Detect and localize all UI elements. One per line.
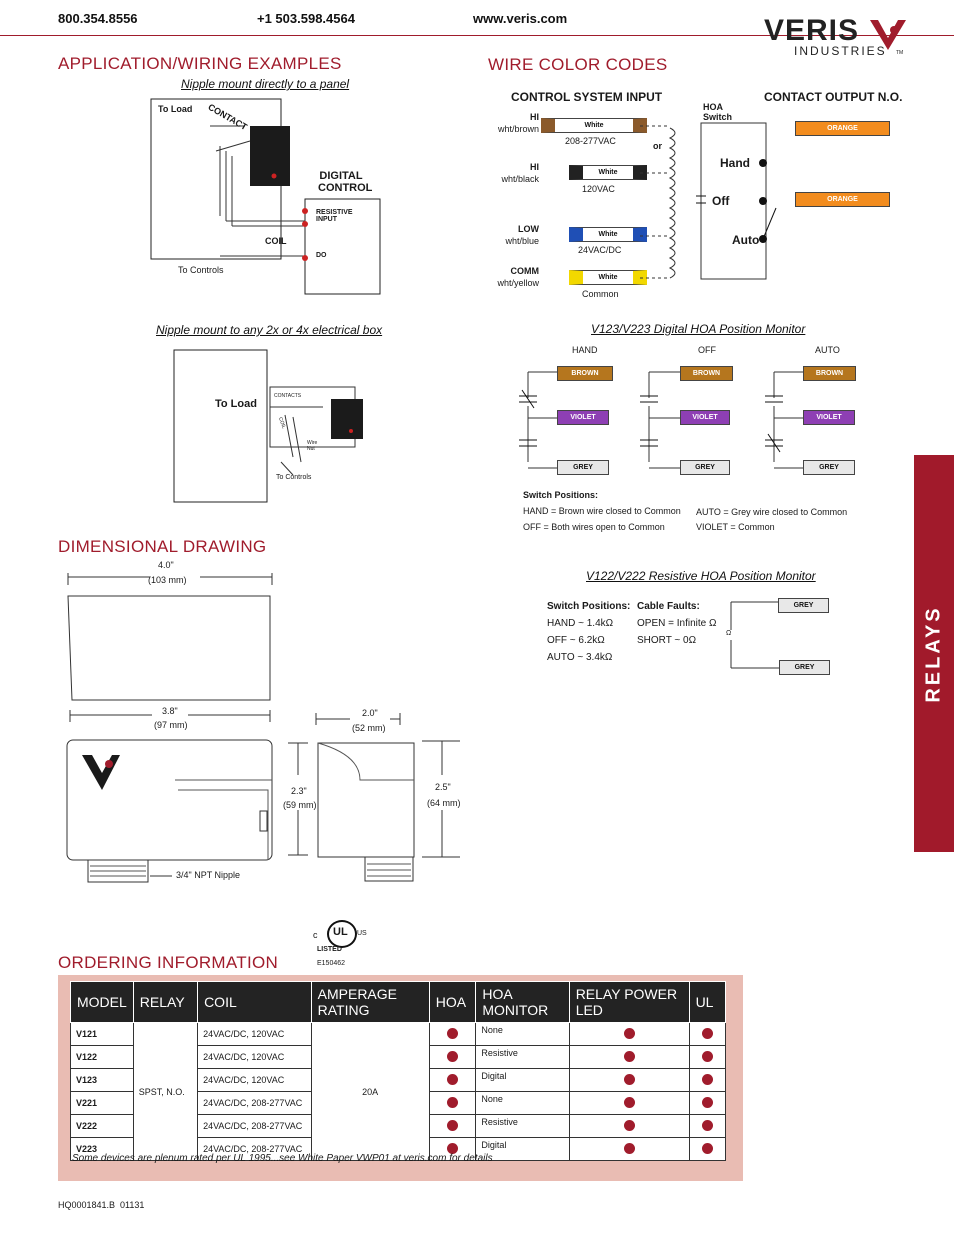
document-date: 01131 (120, 1200, 145, 1210)
cell-relay-led (569, 1023, 689, 1046)
label-digital-control: DIGITAL CONTROL (318, 170, 373, 194)
cell-model: V222 (71, 1115, 134, 1138)
included-dot-icon (702, 1143, 713, 1154)
wire-row-sub: wht/blue (505, 236, 539, 246)
violet-wire-off: VIOLET (680, 410, 730, 425)
wire-swatch-blue: White (569, 227, 647, 242)
cell-model: V223 (71, 1138, 134, 1161)
phone-international: +1 503.598.4564 (257, 11, 355, 26)
cell-relay: SPST, N.O. (133, 1023, 197, 1161)
resistive-position: AUTO ~ 3.4kΩ (547, 652, 613, 663)
wire-swatch-black: White (569, 165, 647, 180)
wire-row-name: HI (530, 112, 539, 122)
wire-row-voltage: 24VAC/DC (578, 245, 622, 255)
digital-position-line: AUTO = Grey wire closed to Common (696, 507, 848, 517)
col-hoa-monitor: HOA MONITOR (476, 982, 569, 1023)
dim-depth: 2.0" (362, 708, 378, 718)
brown-wire-off: BROWN (680, 366, 733, 381)
dim-height-1-mm: (59 mm) (283, 800, 317, 810)
label-control-system-input: CONTROL SYSTEM INPUT (511, 90, 663, 104)
included-dot-icon (447, 1097, 458, 1108)
col-model: MODEL (71, 982, 134, 1023)
cell-coil: 24VAC/DC, 120VAC (198, 1046, 312, 1069)
col-ul: UL (689, 982, 725, 1023)
plenum-note: Some devices are plenum rated per UL 1995...see White Paper VWP01 at veris.com for details (72, 1153, 493, 1164)
label-contact-output: CONTACT OUTPUT N.O. (764, 90, 903, 104)
included-dot-icon (624, 1120, 635, 1131)
included-dot-icon (702, 1120, 713, 1131)
included-dot-icon (702, 1051, 713, 1062)
label-do: DO (316, 252, 327, 259)
included-dot-icon (624, 1097, 635, 1108)
cell-hoa-monitor: None (476, 1092, 569, 1115)
phone-primary: 800.354.8556 (58, 11, 138, 26)
cell-ul (689, 1046, 725, 1069)
included-dot-icon (624, 1074, 635, 1085)
resistive-switch-label: Switch Positions: (547, 601, 631, 612)
table-row (71, 1023, 726, 1046)
cell-model: V221 (71, 1092, 134, 1115)
logo-trademark: TM (896, 50, 904, 56)
ul-listing-mark (313, 920, 373, 975)
included-dot-icon (702, 1074, 713, 1085)
included-dot-icon (702, 1097, 713, 1108)
digital-position-line: HAND = Brown wire closed to Common (523, 506, 681, 516)
cell-hoa-monitor: None (476, 1023, 569, 1046)
violet-wire-auto: VIOLET (803, 410, 855, 425)
included-dot-icon (624, 1143, 635, 1154)
position-auto: AUTO (815, 345, 840, 355)
cell-coil: 24VAC/DC, 208-277VAC (198, 1138, 312, 1161)
ordering-header-row (71, 982, 726, 1023)
switch-positions-label: Switch Positions: (523, 490, 599, 500)
cell-relay-led (569, 1092, 689, 1115)
dim-nipple-label: 3/4" NPT Nipple (176, 870, 241, 880)
caption-digital-monitor: V123/V223 Digital HOA Position Monitor (591, 322, 806, 336)
section-title-ordering: ORDERING INFORMATION (58, 953, 279, 972)
label-coil-2: COIL (277, 416, 287, 430)
label-to-load-2: To Load (215, 398, 257, 410)
logo-text: VERIS (764, 14, 860, 47)
grey-wire-auto: GREY (803, 460, 855, 475)
section-title-wire-codes: WIRE COLOR CODES (488, 55, 668, 74)
cell-amperage: 20A (311, 1023, 429, 1161)
label-to-controls: To Controls (178, 265, 224, 275)
ul-listed: LISTED (317, 946, 342, 953)
wire-swatch-brown: White (541, 118, 647, 133)
wire-row-name: LOW (518, 224, 539, 234)
grey-wire-resistive-1: GREY (778, 598, 829, 613)
dim-height-2: 2.5" (435, 782, 451, 792)
cell-relay-led (569, 1069, 689, 1092)
position-hand: HAND (572, 345, 598, 355)
included-dot-icon (447, 1051, 458, 1062)
cable-faults-label: Cable Faults: (637, 601, 700, 612)
orange-wire-1: ORANGE (795, 121, 890, 136)
label-wire-nut: Wire Nut (307, 440, 318, 452)
label-coil: COIL (265, 236, 287, 246)
col-coil: COIL (198, 982, 312, 1023)
label-resistive-input: RESISTIVE INPUT (316, 209, 353, 223)
cell-ul (689, 1092, 725, 1115)
cell-relay-led (569, 1115, 689, 1138)
brown-wire-hand: BROWN (557, 366, 613, 381)
box-mount-wiring-diagram (173, 347, 368, 507)
included-dot-icon (624, 1028, 635, 1039)
wire-code-list (480, 112, 640, 302)
dim-width-top: 4.0" (158, 560, 174, 570)
label-hand: Hand (720, 156, 750, 170)
grey-wire-resistive-2: GREY (779, 660, 830, 675)
position-off: OFF (698, 345, 716, 355)
dim-width-top-mm: (103 mm) (148, 575, 187, 585)
section-title-dimensional: DIMENSIONAL DRAWING (58, 537, 267, 556)
dim-depth-mm: (52 mm) (352, 723, 386, 733)
included-dot-icon (447, 1028, 458, 1039)
caption-box-mount: Nipple mount to any 2x or 4x electrical box (156, 323, 383, 337)
resistive-monitor-schematic (725, 598, 785, 672)
wire-row-sub: wht/yellow (497, 278, 539, 288)
ul-text: UL (333, 926, 348, 938)
digital-position-line: OFF = Both wires open to Common (523, 522, 665, 532)
label-to-load: To Load (158, 104, 193, 114)
digital-position-line: VIOLET = Common (696, 522, 775, 532)
document-code: HQ0001841.B (58, 1200, 116, 1210)
cell-ul (689, 1023, 725, 1046)
col-relay: RELAY (133, 982, 197, 1023)
cell-coil: 24VAC/DC, 120VAC (198, 1069, 312, 1092)
dimensional-drawing (60, 565, 470, 885)
cell-ul (689, 1138, 725, 1161)
wire-row-name: COMM (510, 266, 539, 276)
cell-ul (689, 1069, 725, 1092)
cell-model: V121 (71, 1023, 134, 1046)
sidebar-label: RELAYS (922, 604, 945, 703)
included-dot-icon (702, 1028, 713, 1039)
col-hoa: HOA (429, 982, 476, 1023)
omega-symbol: Ω (726, 630, 732, 637)
included-dot-icon (447, 1143, 458, 1154)
cell-hoa (429, 1069, 476, 1092)
wire-swatch-yellow: White (569, 270, 647, 285)
cell-hoa-monitor: Resistive (476, 1115, 569, 1138)
wire-row-voltage: Common (582, 289, 619, 299)
dim-width-mid-mm: (97 mm) (154, 720, 188, 730)
wire-row-sub: wht/brown (497, 124, 539, 134)
cell-ul (689, 1115, 725, 1138)
label-or: or (653, 141, 662, 151)
sidebar-tab-relays[interactable] (914, 455, 954, 852)
resistive-position: HAND ~ 1.4kΩ (547, 618, 614, 629)
dim-width-mid: 3.8" (162, 706, 178, 716)
wire-row-sub: wht/black (501, 174, 539, 184)
logo-subtext: INDUSTRIES (794, 44, 887, 58)
ul-c: c (313, 930, 318, 940)
cell-hoa (429, 1092, 476, 1115)
cell-hoa-monitor: Resistive (476, 1046, 569, 1069)
cell-coil: 24VAC/DC, 120VAC (198, 1023, 312, 1046)
cell-model: V123 (71, 1069, 134, 1092)
cable-fault: OPEN = Infinite Ω (637, 618, 717, 629)
caption-resistive-monitor: V122/V222 Resistive HOA Position Monitor (586, 569, 816, 583)
ordering-table (70, 981, 726, 1161)
cell-hoa (429, 1115, 476, 1138)
dim-height-1: 2.3" (291, 786, 307, 796)
label-hoa-switch: HOA Switch (703, 102, 733, 122)
included-dot-icon (447, 1074, 458, 1085)
cell-relay-led (569, 1046, 689, 1069)
violet-wire-hand: VIOLET (557, 410, 609, 425)
orange-wire-2: ORANGE (795, 192, 890, 207)
wire-row-name: HI (530, 162, 539, 172)
grey-wire-off: GREY (680, 460, 730, 475)
ul-us: US (357, 930, 367, 937)
wire-row-voltage: 208-277VAC (565, 136, 616, 146)
cell-hoa-monitor: Digital (476, 1138, 569, 1161)
cable-fault: SHORT ~ 0Ω (637, 635, 697, 646)
label-off: Off (712, 194, 730, 208)
cell-hoa (429, 1046, 476, 1069)
resistive-position: OFF ~ 6.2kΩ (547, 635, 605, 646)
cell-hoa (429, 1023, 476, 1046)
grey-wire-hand: GREY (557, 460, 609, 475)
label-contacts-2: CONTACTS (274, 393, 302, 399)
cell-hoa-monitor: Digital (476, 1069, 569, 1092)
col-amperage: AMPERAGE RATING (311, 982, 429, 1023)
dim-height-2-mm: (64 mm) (427, 798, 461, 808)
included-dot-icon (624, 1051, 635, 1062)
section-title-application: APPLICATION/WIRING EXAMPLES (58, 54, 342, 73)
brown-wire-auto: BROWN (803, 366, 856, 381)
website-link[interactable]: www.veris.com (473, 11, 568, 26)
cell-relay-led (569, 1138, 689, 1161)
label-to-controls-2: To Controls (276, 474, 312, 481)
logo-mark-icon (868, 16, 908, 52)
veris-logo[interactable] (764, 14, 914, 60)
caption-panel-mount: Nipple mount directly to a panel (181, 77, 350, 91)
wire-row-voltage: 120VAC (582, 184, 615, 194)
cell-model: V122 (71, 1046, 134, 1069)
ul-file-number: E150462 (317, 960, 346, 967)
cell-coil: 24VAC/DC, 208-277VAC (198, 1092, 312, 1115)
label-auto: Auto (732, 233, 760, 247)
cell-coil: 24VAC/DC, 208-277VAC (198, 1115, 312, 1138)
label-contact: CONTACT (206, 101, 249, 133)
included-dot-icon (447, 1120, 458, 1131)
col-relay-power-led: RELAY POWER LED (569, 982, 689, 1023)
